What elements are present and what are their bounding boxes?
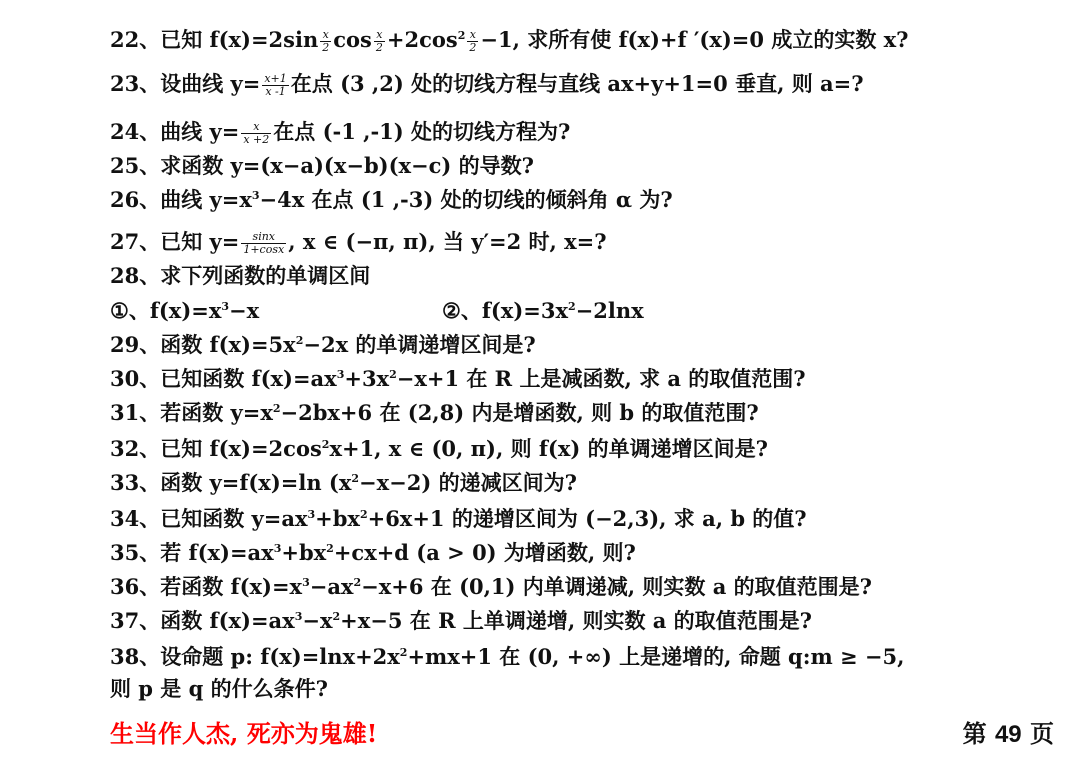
- q24-fraction: $\frac{x}{x +2}$: [243, 120, 270, 146]
- question-31: 31、若函数 $y=x^2-2bx+6$ 在 (2,8) 内是增函数, 则 b 的取值范围?: [110, 400, 759, 425]
- question-32: 32、已知 $f(x)=2\cos^2x+1$, x ∈ (0, π), 则 f(x) 的单调递增区间是?: [110, 436, 768, 461]
- question-26: 26、曲线 $y=x^3-4x$ 在点 (1 ,-3) 处的切线的倾斜角 α 为?: [110, 187, 673, 212]
- question-33: 33、函数 y=f(x)=ln $(x^2-x-2)$ 的递减区间为?: [110, 470, 577, 495]
- q27-fraction: $\frac{\sin x}{1+\cos x}$: [243, 230, 285, 256]
- q22-fraction-3: $\frac{x}{2}$: [469, 28, 477, 54]
- question-28-part-2: ②、$f(x)=3x^2-2\ln x$: [442, 298, 644, 323]
- question-27: 27、已知 y= $\frac{\sin x}{1+\cos x}$ , x ∈ (−π, π), 当 y′=2 时, x=?: [110, 229, 607, 256]
- question-35: 35、若 $f(x)=ax^3+bx^2+cx+d$ (a > 0) 为增函数, 则?: [110, 540, 636, 565]
- q22-text-c: +2cos: [386, 27, 458, 52]
- question-30: 30、已知函数 $f(x)=ax^3+3x^2-x+1$ 在 R 上是减函数, 求 a 的取值范围?: [110, 366, 806, 391]
- q22-fraction-2: $\frac{x}{2}$: [375, 28, 383, 54]
- q22-text-a: 22、已知 f(x)=2sin: [110, 27, 319, 52]
- question-22: 22、已知 f(x)=2sin $\frac{x}{2}$ cos $\frac{x}{2}$ $+2\cos^2$ $\frac{x}{2}$ −1, 求所有使 f(x)+f ′(x)=0 成立的实数 x?: [110, 27, 909, 54]
- question-36: 36、若函数 $f(x)=x^3-ax^2-x+6$ 在 (0,1) 内单调递减, 则实数 a 的取值范围是?: [110, 574, 872, 599]
- q22-fraction-1: $\frac{x}{2}$: [322, 28, 330, 54]
- question-38: 38、设命题 p: $f(x)=\ln x+2x^2+mx+1$ 在 (0, +∞) 上是递增的, 命题 q:m ≥ −5,: [110, 644, 905, 669]
- question-34: 34、已知函数 $y=ax^3+bx^2+6x+1$ 的递增区间为 (−2,3), 求 a, b 的值?: [110, 506, 807, 531]
- question-25: 25、求函数 y=(x−a)(x−b)(x−c) 的导数?: [110, 153, 534, 178]
- question-37: 37、函数 $f(x)=ax^3-x^2+x-5$ 在 R 上单调递增, 则实数 a 的取值范围是?: [110, 608, 812, 633]
- question-24: 24、曲线 y= $\frac{x}{x +2}$ 在点 (-1 ,-1) 处的切线方程为?: [110, 119, 571, 146]
- question-28: 28、求下列函数的单调区间: [110, 263, 371, 288]
- q23-fraction: $\frac{x+1}{x -1}$: [264, 72, 287, 98]
- q22-text-d: −1, 求所有使 f(x)+f ′(x)=0 成立的实数 x?: [480, 27, 909, 52]
- page-number: 第 49 页: [962, 719, 1054, 748]
- question-38-line-2: 则 p 是 q 的什么条件?: [110, 676, 328, 701]
- question-23: 23、设曲线 y= $\frac{x+1}{x -1}$ 在点 (3 ,2) 处的切线方程与直线 ax+y+1=0 垂直, 则 a=?: [110, 71, 864, 98]
- question-28-part-1: ①、$f(x)=x^3-x$: [110, 298, 260, 323]
- question-29: 29、函数 $f(x)=5x^2-2x$ 的单调递增区间是?: [110, 332, 536, 357]
- footer-motto: 生当作人杰, 死亦为鬼雄!: [110, 719, 378, 748]
- q22-text-b: cos: [333, 27, 372, 52]
